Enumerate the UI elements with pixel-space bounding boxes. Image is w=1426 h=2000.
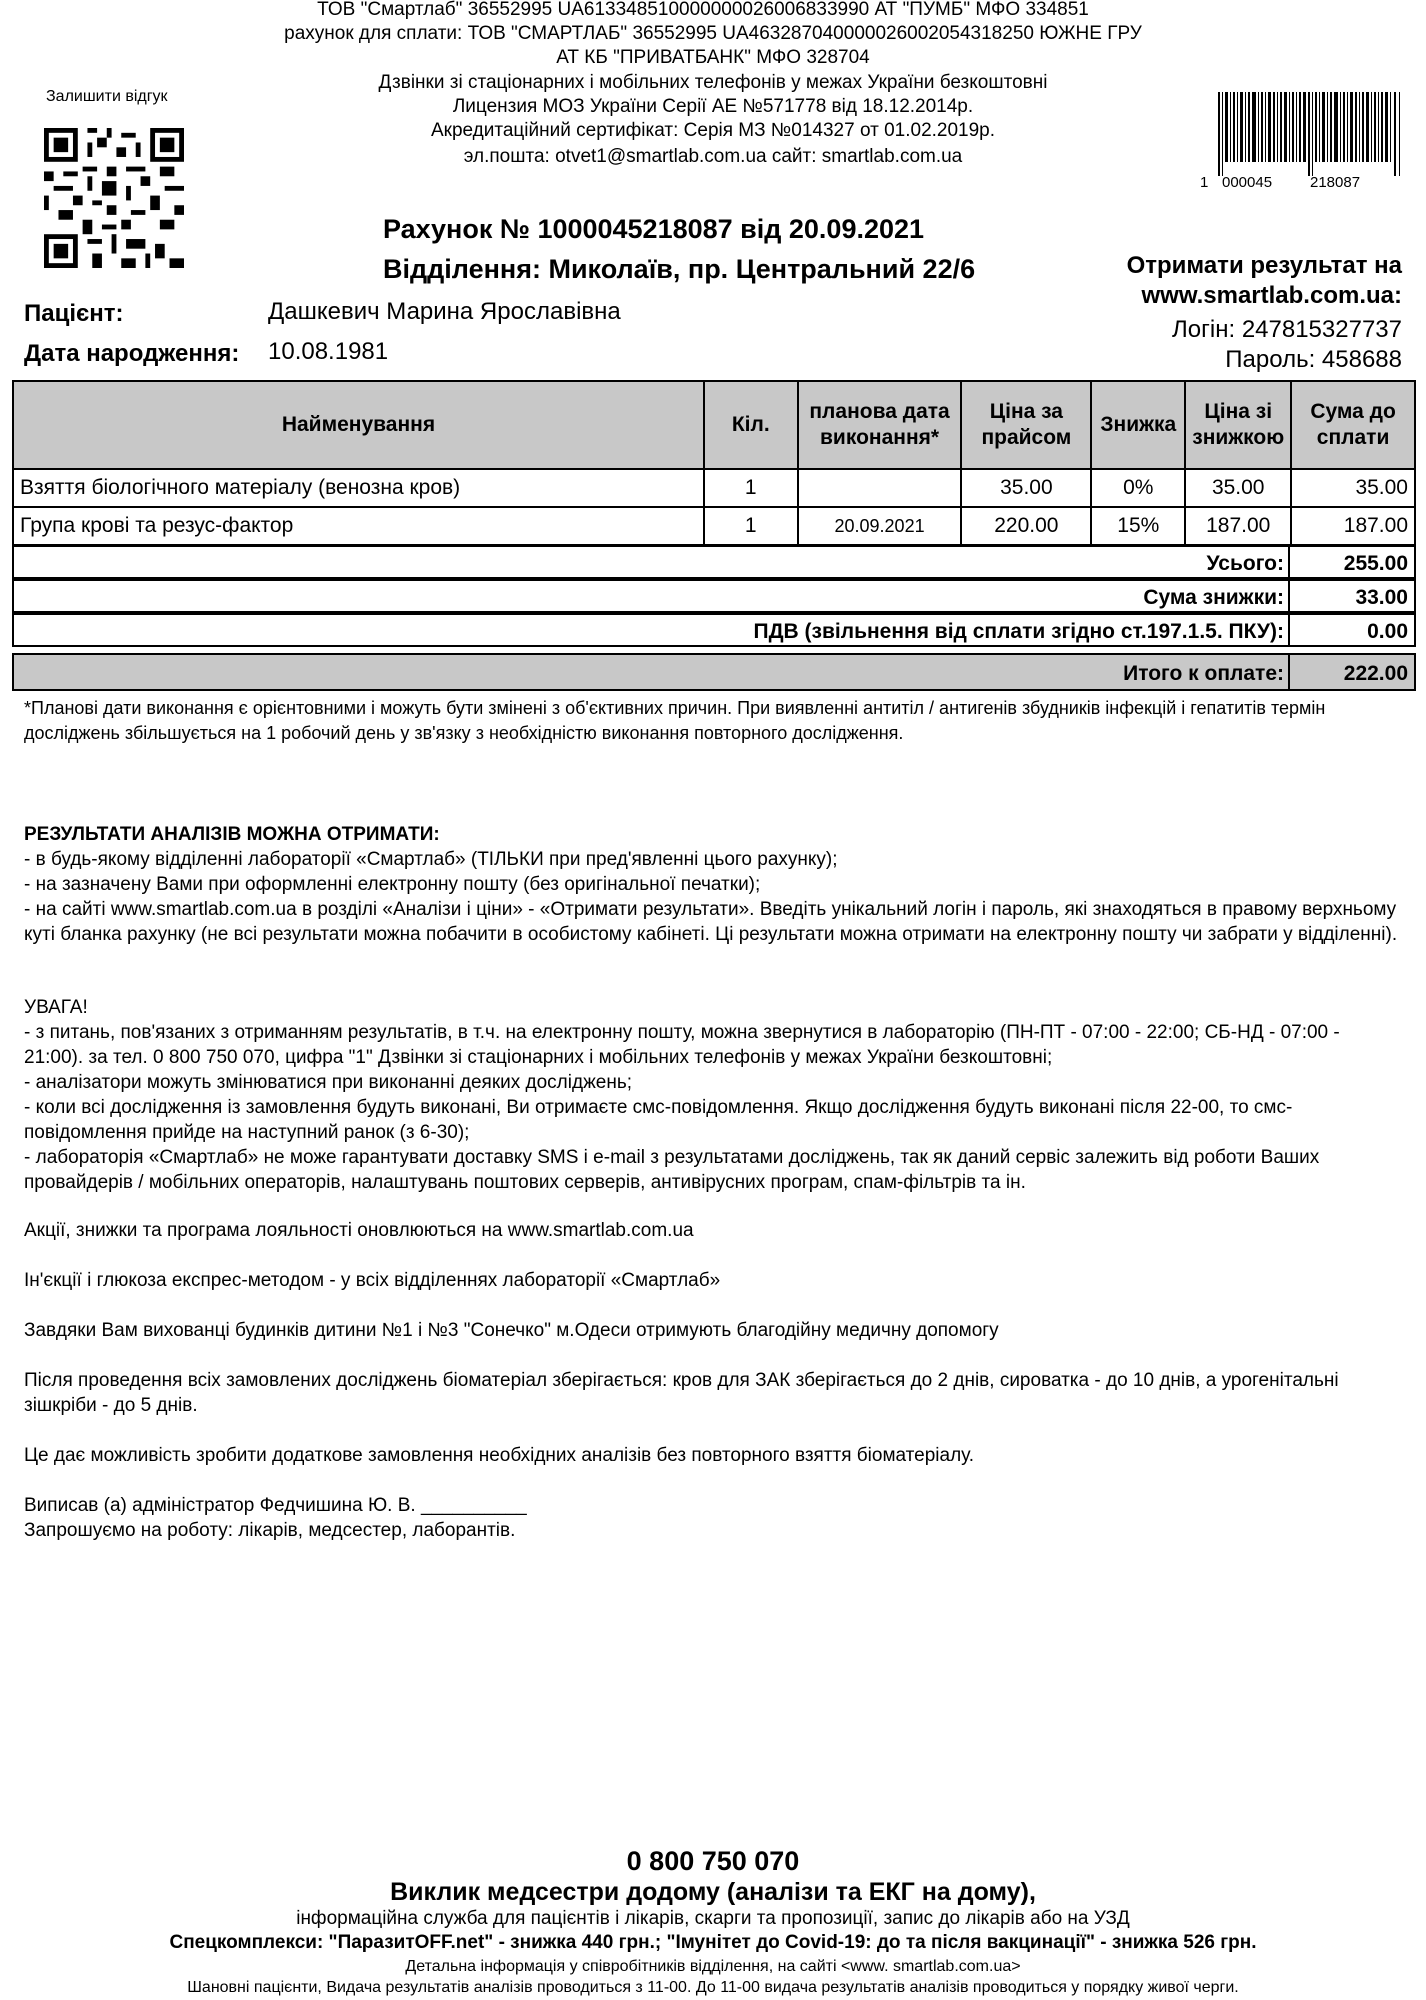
cell-name: Група крові та резус-фактор (13, 507, 704, 545)
injections-note: Ін'єкції і глюкоза експрес-методом - у всіх відділеннях лабораторії «Смартлаб» (24, 1270, 721, 1291)
cell-amount: 35.00 (1291, 469, 1415, 507)
pay-total-divider (1288, 655, 1290, 689)
cell-amount: 187.00 (1291, 507, 1415, 545)
license-line: Лицензия МОЗ України Серії АЕ №571778 від 18.12.2014р. (452, 96, 974, 117)
results-item: - в будь-якому відділенні лабораторії «Смартлаб» (ТІЛЬКИ при пред'явленні цього рахунку); (24, 849, 838, 870)
total-label: Усього: (1206, 552, 1284, 575)
col-header-price: Ціна за прайсом (961, 381, 1091, 469)
payment-account-line: рахунок для сплати: ТОВ "СМАРТЛАБ" 36552995 UA463287040000026002054318250 ЮЖНЕ ГРУ (284, 23, 1142, 44)
charity-note: Завдяки Вам вихованці будинків дитини №1 і №3 "Сонечко" м.Одеси отримують благодійну медичну допомогу (24, 1320, 999, 1341)
results-online-label: Отримати результат на (1126, 252, 1402, 279)
patient-name: Дашкевич Марина Ярославівна (268, 298, 621, 325)
accreditation-line: Акредитаційний сертифікат: Серія МЗ №014327 от 01.02.2019р. (430, 120, 996, 141)
cell-discounted-price: 187.00 (1185, 507, 1291, 545)
cell-planned-date: 20.09.2021 (798, 507, 962, 545)
total-divider (1288, 547, 1290, 577)
cell-price: 35.00 (961, 469, 1091, 507)
cell-discount: 15% (1091, 507, 1185, 545)
cell-discounted-price: 35.00 (1185, 469, 1291, 507)
cell-qty: 1 (704, 507, 798, 545)
table-row (13, 507, 1415, 545)
col-header-qty: Кіл. (704, 381, 798, 469)
attention-item: - з питань, пов'язаних з отриманням результатів, в т.ч. на електронну пошту, можна звернутися в лабораторію (ПН-ПТ - 07:00 - 22:00; СБ-НД - 07:00 - 21:00). за тел. 0 800 750 070, цифра "1" Дзвінки зі стаціонарних і мобільних телефонів у межах України безкоштовні; (24, 1022, 1340, 1068)
feedback-label: Залишити відгук (46, 88, 168, 105)
barcode-digit-left: 1 (1200, 174, 1209, 191)
login-value: Логін: 247815327737 (1172, 316, 1402, 343)
col-header-planned-date: планова дата виконання* (798, 381, 962, 469)
attention-title: УВАГА! (24, 997, 88, 1018)
footer-infoline: інформаційна служба для пацієнтів і лікарів, скарги та пропозиції, запис до лікарів або на УЗД (296, 1908, 1130, 1929)
col-header-discount: Знижка (1091, 381, 1185, 469)
promo-note: Акції, знижки та програма лояльності оновлюються на www.smartlab.com.ua (24, 1220, 694, 1241)
job-invite: Запрошуємо на роботу: лікарів, медсестер, лаборантів. (24, 1520, 516, 1541)
total-row (12, 545, 1416, 579)
footer-phone[interactable]: 0 800 750 070 (626, 1846, 800, 1876)
footer-special-offers: Спецкомплекси: "ПаразитOFF.net" - знижка 440 грн.; "Імунітет до Covid-19: до та після вакцинації" - знижка 526 грн. (169, 1932, 1257, 1953)
cell-planned-date (798, 469, 962, 507)
reorder-note: Це дає можливість зробити додаткове замовлення необхідних аналізів без повторного взяття біоматеріалу. (24, 1445, 975, 1466)
pay-total-label: Итого к оплате: (1123, 662, 1284, 685)
attention-item: - коли всі дослідження із замовлення будуть виконані, Ви отримаєте смс-повідомлення. Якщо дослідження будуть виконані після 22-00, то смс-повідомлення прийде на наступний ранок (з 6-30); (24, 1097, 1293, 1143)
dob-label: Дата народження: (24, 340, 240, 367)
barcode-icon (1216, 92, 1406, 176)
storage-note: Після проведення всіх замовлених досліджень біоматеріал зберігається: кров для ЗАК зберігається до 2 днів, сироватка - до 10 днів, а урогенітальні зішкріби - до 5 днів. (24, 1370, 1339, 1416)
total-value: 255.00 (1343, 552, 1408, 575)
patient-label: Пацієнт: (24, 300, 124, 327)
free-calls-line: Дзвінки зі стаціонарних і мобільних телефонів у межах України безкоштовні (378, 72, 1048, 93)
footer-notice: Шановні пацієнти, Видача результатів аналізів проводиться з 11-00. До 11-00 видача результатів аналізів проводиться у порядку живої черги. (187, 1979, 1239, 1996)
col-header-amount: Сума до сплати (1291, 381, 1415, 469)
department: Відділення: Миколаїв, пр. Центральний 22/6 (383, 254, 976, 284)
barcode-digits-middle: 000045 (1222, 174, 1273, 191)
results-online-site[interactable]: www.smartlab.com.ua: (1141, 282, 1402, 309)
vat-value: 0.00 (1367, 620, 1408, 643)
vat-divider (1288, 615, 1290, 645)
qr-code-icon[interactable] (44, 128, 184, 268)
cell-discount: 0% (1091, 469, 1185, 507)
results-section-title: РЕЗУЛЬТАТИ АНАЛІЗІВ МОЖНА ОТРИМАТИ: (24, 824, 440, 845)
vat-row (12, 613, 1416, 647)
invoice-title: Рахунок № 1000045218087 від 20.09.2021 (383, 214, 925, 244)
discount-value: 33.00 (1355, 586, 1408, 609)
results-item: - на сайті www.smartlab.com.ua в розділі «Аналізи і ціни» - «Отримати результати». Введіть унікальний логін і пароль, які знаходяться в правому верхньому куті бланка рахунку (не всі результати можна побачити в особистому кабінеті. Ці результати можна отримати на електронну пошту чи забрати у відділенні). (24, 899, 1398, 945)
items-table (12, 380, 1416, 546)
discount-label: Сума знижки: (1143, 586, 1284, 609)
discount-row (12, 579, 1416, 613)
attention-item: - аналізатори можуть змінюватися при виконанні деяких досліджень; (24, 1072, 633, 1093)
attention-item: - лабораторія «Смартлаб» не може гарантувати доставку SMS і e-mail з результатами досліджень, так як даний сервіс залежить від роботи Ваших провайдерів / мобільних операторів, налаштувань поштових серверів, антивірусних програм, спам-фільтрів та ін. (24, 1147, 1320, 1193)
cell-price: 220.00 (961, 507, 1091, 545)
vat-label: ПДВ (звільнення від сплати згідно ст.197.1.5. ПКУ): (753, 620, 1284, 643)
col-header-discounted-price: Ціна зі знижкою (1185, 381, 1291, 469)
results-item: - на зазначену Вами при оформленні електронну пошту (без оригінальної печатки); (24, 874, 761, 895)
contacts-line: эл.пошта: otvet1@smartlab.com.ua сайт: smartlab.com.ua (463, 146, 963, 167)
pay-total-value: 222.00 (1343, 662, 1408, 685)
discount-divider (1288, 581, 1290, 611)
issued-by: Виписав (а) адміністратор Федчишина Ю. В. __________ (24, 1495, 527, 1516)
company-bank-line: ТОВ "Смартлаб" 36552995 UA613348510000000026006833990 АТ "ПУМБ" МФО 334851 (317, 0, 1089, 20)
footer-nurse-call: Виклик медсестри додому (аналізи та ЕКГ на дому), (390, 1878, 1036, 1906)
pay-total-row (12, 653, 1416, 691)
planned-dates-footnote: *Планові дати виконання є орієнтовними і можуть бути змінені з об'єктивних причин. При виявленні антитіл / антигенів збудників інфекцій і гепатитів термін досліджень збільшується на 1 робочий день у зв'язку з необхідністю виконання повторного дослідження. (24, 698, 1326, 743)
table-header-row (13, 381, 1415, 469)
table-row (13, 469, 1415, 507)
bank-line: АТ КБ "ПРИВАТБАНК" МФО 328704 (556, 47, 870, 68)
barcode-digits-right: 218087 (1310, 174, 1361, 191)
cell-name: Взяття біологічного матеріалу (венозна кров) (13, 469, 704, 507)
col-header-name: Найменування (13, 381, 704, 469)
password-value: Пароль: 458688 (1225, 346, 1402, 373)
footer-details: Детальна інформація у співробітників відділення, на сайті <www. smartlab.com.ua> (405, 1958, 1021, 1975)
dob-value: 10.08.1981 (268, 338, 389, 365)
cell-qty: 1 (704, 469, 798, 507)
